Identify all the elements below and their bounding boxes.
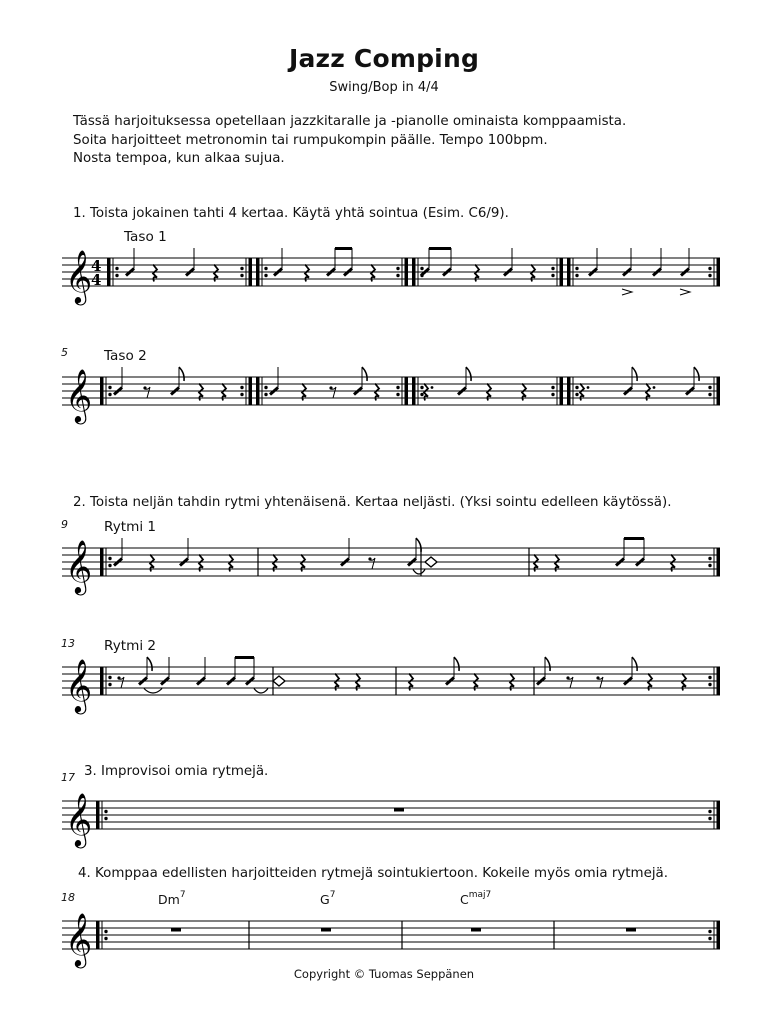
repeat-dot [396,267,399,270]
repeat-dot [708,683,711,686]
repeat-end-thick [405,377,409,405]
repeat-start-thick [567,258,571,286]
repeat-end-thick [249,377,253,405]
repeat-start-thick [100,548,104,576]
intro-line: Tässä harjoituksessa opetellaan jazzkitaralle ja -pianolle ominaista komppaamista. [73,114,627,129]
repeat-dot [708,676,711,679]
repeat-dot [104,937,107,940]
intro-text [73,113,626,169]
repeat-dot [108,393,111,396]
repeat-dot [264,267,267,270]
chord-symbol [158,892,186,907]
repeat-start-thick [96,801,100,829]
whole-rest [171,928,181,932]
eighth-flag [545,657,550,671]
repeat-dot [708,930,711,933]
repeat-dot [575,386,578,389]
repeat-dot [240,274,243,277]
repeat-dot [264,386,267,389]
tie [144,689,162,694]
repeat-dot [115,274,118,277]
repeat-end-thick [405,258,409,286]
eighth-flag [362,367,367,381]
repeat-end-thick [560,377,564,405]
treble-clef: 𝄞 [65,539,93,593]
augmentation-dot [587,386,590,389]
treble-clef: 𝄞 [65,912,93,966]
repeat-dot [551,386,554,389]
chord-symbol [460,892,491,907]
eighth-flag [147,657,152,671]
repeat-start-thick [107,258,111,286]
eighth-flag [632,367,637,381]
measure-number: 9 [61,518,68,531]
chord-root: Dm [158,892,180,908]
eighth-flag [179,367,184,381]
whole-rest [471,928,481,932]
repeat-dot [708,817,711,820]
whole-rest [626,928,636,932]
repeat-dot [551,267,554,270]
exercise-3-instruction: 3. Improvisoi omia rytmejä. [84,764,269,779]
time-signature-denominator: 4 [91,271,102,289]
repeat-dot [264,393,267,396]
repeat-end-thick [717,548,721,576]
whole-slash-notehead [425,557,437,567]
exercise-1-instruction: 1. Toista jokainen tahti 4 kertaa. Käytä yhtä sointua (Esim. C6/9). [73,206,509,221]
staff-system-2 [0,362,768,422]
repeat-end-thick [717,801,721,829]
repeat-dot [708,274,711,277]
chord-extension: maj7 [468,890,492,900]
measure-number: 17 [61,771,75,784]
repeat-dot [575,393,578,396]
chord-root: G [320,892,330,908]
chord-extension: 7 [329,890,336,900]
repeat-dot [104,817,107,820]
repeat-dot [708,810,711,813]
repeat-dot [108,557,111,560]
eighth-flag [454,657,459,671]
beam [335,247,352,250]
section-label-rytmi-1: Rytmi 1 [104,519,157,535]
beam [429,247,451,250]
tie [413,570,425,575]
staff-system-3 [0,533,768,593]
repeat-dot [396,386,399,389]
repeat-start-thick [100,667,104,695]
repeat-dot [420,386,423,389]
measure-number: 13 [61,637,75,650]
beam [624,537,644,540]
repeat-dot [708,564,711,567]
accent-mark [622,289,632,295]
repeat-start-thick [100,377,104,405]
page-title: Jazz Comping [288,44,480,73]
repeat-dot [420,267,423,270]
augmentation-dot [653,386,656,389]
section-label-rytmi-2: Rytmi 2 [104,638,157,654]
repeat-dot [396,274,399,277]
whole-rest [321,928,331,932]
repeat-start-thick [96,921,100,949]
repeat-dot [240,393,243,396]
measure-number: 5 [61,346,68,359]
eighth-flag [632,657,637,671]
treble-clef: 𝄞 [65,792,93,846]
repeat-end-thick [560,258,564,286]
treble-clef: 𝄞 [65,658,93,712]
repeat-start-thick [256,377,260,405]
repeat-dot [551,274,554,277]
repeat-start-thick [256,258,260,286]
repeat-dot [104,810,107,813]
repeat-dot [575,267,578,270]
repeat-dot [108,386,111,389]
repeat-end-thick [717,921,721,949]
section-label-taso-1: Taso 1 [124,229,167,245]
repeat-dot [708,937,711,940]
repeat-start-thick [412,258,416,286]
treble-clef: 𝄞 [65,368,93,422]
repeat-dot [264,274,267,277]
chord-root: C [460,892,469,908]
repeat-dot [575,274,578,277]
repeat-dot [396,393,399,396]
whole-slash-notehead [273,676,285,686]
repeat-end-thick [717,258,721,286]
repeat-dot [104,930,107,933]
repeat-end-thick [717,377,721,405]
time-signature-numerator: 4 [91,257,102,275]
page-subtitle: Swing/Bop in 4/4 [329,80,439,95]
repeat-dot [708,267,711,270]
repeat-dot [420,393,423,396]
repeat-dot [708,557,711,560]
repeat-dot [708,386,711,389]
repeat-dot [108,564,111,567]
repeat-dot [108,676,111,679]
exercise-2-instruction: 2. Toista neljän tahdin rytmi yhtenäisenä. Kertaa neljästi. (Yksi sointu edelleen käytössä). [73,495,672,510]
eighth-flag [416,538,421,552]
eighth-flag [694,367,699,381]
repeat-start-thick [412,377,416,405]
repeat-end-thick [717,667,721,695]
repeat-dot [108,683,111,686]
exercise-4-instruction: 4. Komppaa edellisten harjoitteiden rytmejä sointukiertoon. Kokeile myös omia rytmejä. [78,866,668,881]
staff-system-4 [0,652,768,712]
beam [235,656,254,659]
treble-clef: 𝄞 [65,249,93,303]
measure-number: 18 [61,891,75,904]
repeat-dot [240,267,243,270]
repeat-end-thick [249,258,253,286]
staff-system-5 [0,786,768,846]
whole-rest [394,808,404,812]
repeat-start-thick [567,377,571,405]
repeat-dot [240,386,243,389]
repeat-dot [115,267,118,270]
chord-symbol [320,892,335,907]
repeat-dot [551,393,554,396]
staff-system-6 [0,906,768,966]
staff-system-1 [0,243,768,303]
copyright-notice: Copyright © Tuomas Seppänen [293,967,475,981]
section-label-taso-2: Taso 2 [104,348,147,364]
tie [254,689,268,694]
repeat-dot [708,393,711,396]
augmentation-dot [431,386,434,389]
accent-mark [680,289,690,295]
intro-line: Nosta tempoa, kun alkaa sujua. [73,151,285,166]
chord-extension: 7 [179,890,186,900]
eighth-flag [466,367,471,381]
intro-line: Soita harjoitteet metronomin tai rumpukompin päälle. Tempo 100bpm. [73,132,548,148]
